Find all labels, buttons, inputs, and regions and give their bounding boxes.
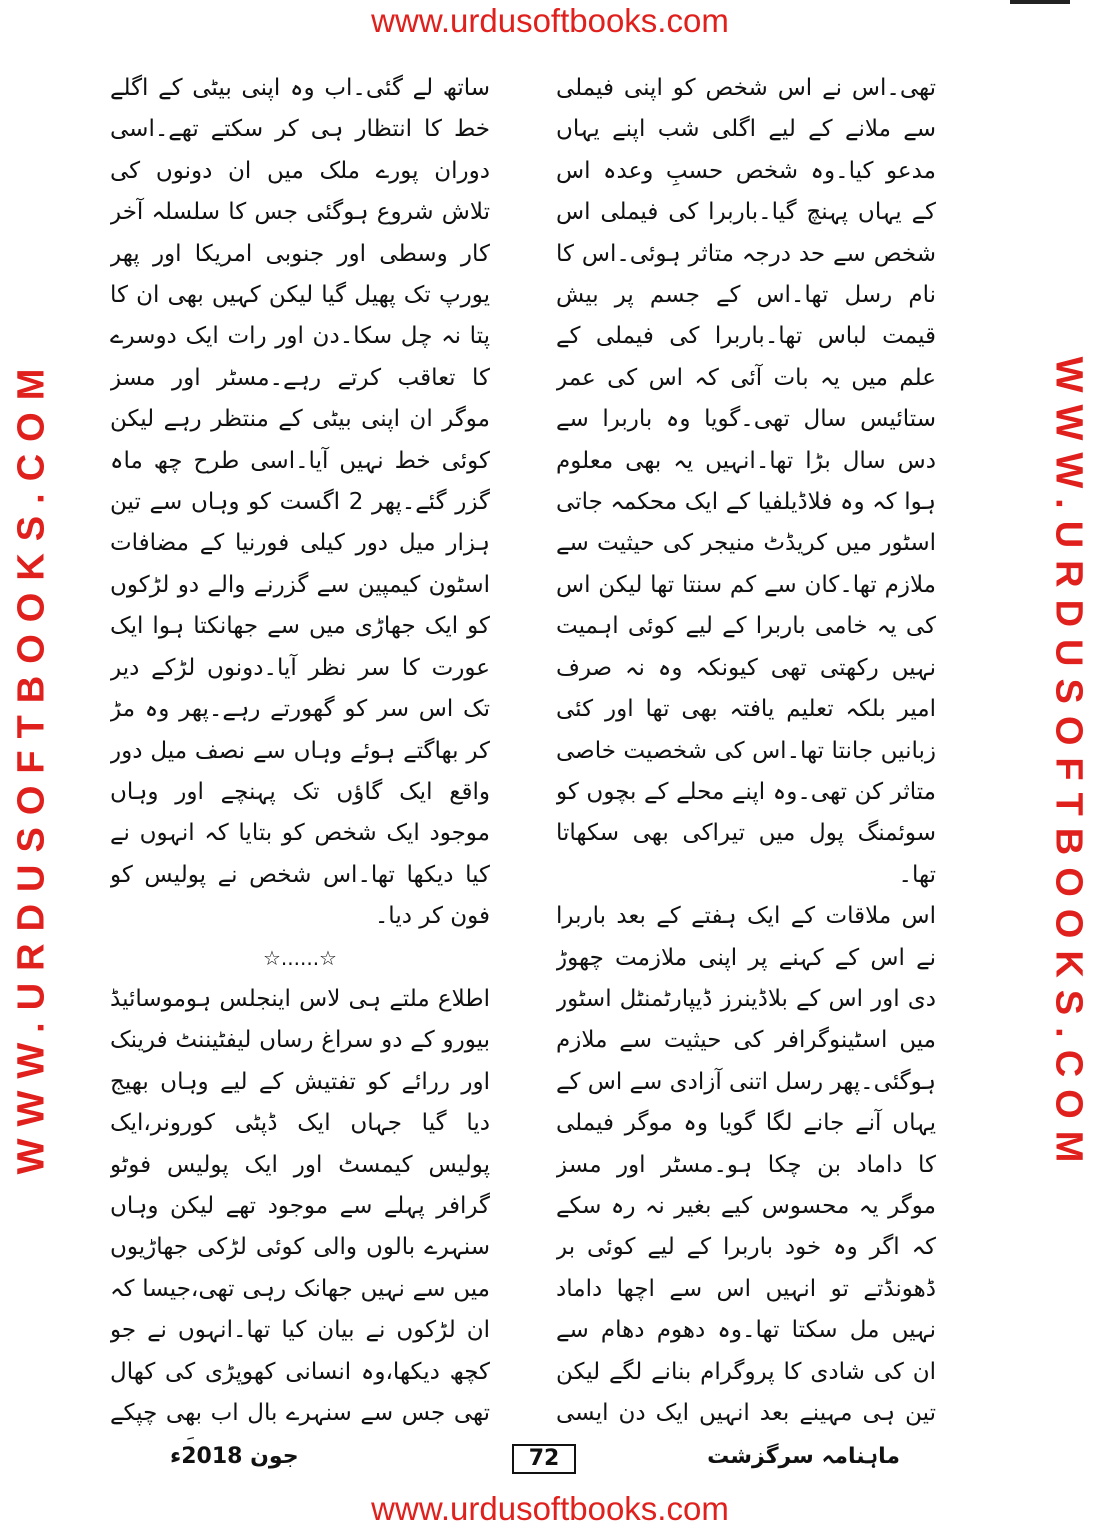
bottom-watermark-url: www.urdusoftbooks.com [371, 1490, 729, 1527]
left-side-watermark-text: WWW.URDUSOFTBOOKS.COM [10, 356, 53, 1174]
left-column-paragraph-1: ساتھ لے گئی۔اب وہ اپنی بیٹی کے اگلے خط کا انتظار ہی کر سکتے تھے۔اسی دوران پورے ملک میں ان دونوں کی تلاش شروع ہوگئی جس کا سلسلہ آخر کار وسطی اور جنوبی امریکا اور پھر یورپ تک پھیل گیا لیکن کہیں بھی ان کا پتا نہ چل سکا۔دن اور رات ایک دوسرے کا تعاقب کرتے رہے۔مسٹر اور مسز موگر ان اپنی بیٹی کے منتظر رہے لیکن کوئی خط نہیں آیا۔اسی طرح چھ ماہ گزر گئے۔پھر 2 اگست کو وہاں سے تین ہزار میل دور کیلی فورنیا کے مضافات اسٹون کیمپین سے گزرنے والے دو لڑکوں کو ایک جھاڑی میں سے جھانکتا ہوا ایک عورت کا سر نظر آیا۔دونوں لڑکے دیر تک اس سر کو گھورتے رہے۔پھر وہ مڑ کر بھاگتے ہوئے وہاں سے نصف میل دور واقع ایک گاؤں تک پہنچے اور وہاں موجود ایک شخص کو بتایا کہ انہوں نے کیا دیکھا تھا۔اس شخص نے پولیس کو فون کر دیا۔ [110, 75, 490, 930]
right-column-paragraph-1: تھی۔اس نے اس شخص کو اپنی فیملی سے ملانے کے لیے اگلی شب اپنے یہاں مدعو کیا۔وہ شخص حسبِ وعدہ اس کے یہاں پہنچ گیا۔باربرا کی فیملی اس شخص سے حد درجہ متاثر ہوئی۔اس کا نام رسل تھا۔اس کے جسم پر بیش قیمت لباس تھا۔باربرا کی فیملی کے علم میں یہ بات آئی کہ اس کی عمر ستائیس سال تھی۔گویا وہ باربرا سے دس سال بڑا تھا۔انہیں یہ بھی معلوم ہوا کہ وہ فلاڈیلفیا کے ایک محکمہ جاتی اسٹور میں کریڈٹ منیجر کی حیثیت سے ملازم تھا۔کان سے کم سنتا تھا لیکن اس کی یہ خامی باربرا کے لیے کوئی اہمیت نہیں رکھتی تھی کیونکہ وہ نہ صرف امیر بلکہ تعلیم یافتہ بھی تھا اور کئی زبانیں جانتا تھا۔اس کی شخصیت خاصی متاثر کن تھی۔وہ اپنے محلے کے بچوں کو سوئمنگ پول میں تیراکی بھی سکھاتا تھا۔ [556, 75, 936, 888]
left-side-watermark [2, 356, 62, 1174]
article-right-column [556, 68, 936, 1440]
magazine-title: ماہنامہ سرگزشت [707, 1444, 900, 1469]
article-left-column [110, 68, 490, 1440]
right-side-watermark [1038, 356, 1098, 1174]
right-side-watermark-text: WWW.URDUSOFTBOOKS.COM [1047, 356, 1090, 1174]
page-footer [110, 1442, 940, 1482]
right-column-paragraph-2: اس ملاقات کے ایک ہفتے کے بعد باربرا نے اس کے کہنے پر اپنی ملازمت چھوڑ دی اور اس کے بلاڈینرز ڈیپارٹمنٹل اسٹور میں اسٹینوگرافر کی حیثیت سے ملازم ہوگئی۔پھر رسل اتنی آزادی سے اس کے یہاں آنے جانے لگا گویا وہ موگر فیملی کا داماد بن چکا ہو۔مسٹر اور مسز موگر یہ محسوس کیے بغیر نہ رہ سکے کہ اگر وہ خود باربرا کے لیے کوئی بر ڈھونڈتے تو انہیں اس سے اچھا داماد نہیں مل سکتا تھا۔وہ دھوم دھام سے ان کی شادی کا پروگرام بنانے لگے لیکن تین ہی مہینے بعد انہیں ایک دن ایسی [556, 903, 936, 1426]
left-column-paragraph-2: اطلاع ملتے ہی لاس اینجلس ہوموسائیڈ بیورو کے دو سراغ رساں لیفٹیننٹ فرینک اور ررائے کو تفتیش کے لیے وہاں بھیج دیا گیا جہاں ایک ڈپٹی کورونر،ایک پولیس کیمسٹ اور ایک پولیس فوٹو گرافر پہلے سے موجود تھے لیکن وہاں سنہرے بالوں والی کوئی لڑکی جھاڑیوں میں سے نہیں جھانک رہی تھی،جیسا کہ ان لڑکوں نے بیان کیا تھا۔انہوں نے جو کچھ دیکھا،وہ انسانی کھوپڑی کی کھال تھی جس سے سنہرے بال اب بھی چپکے [110, 985, 490, 1426]
section-separator: ☆......☆ [262, 945, 337, 970]
page-number: 72 [512, 1444, 576, 1474]
top-watermark-url: www.urdusoftbooks.com [371, 2, 729, 39]
issue-date: جون 2018ء [170, 1444, 299, 1469]
